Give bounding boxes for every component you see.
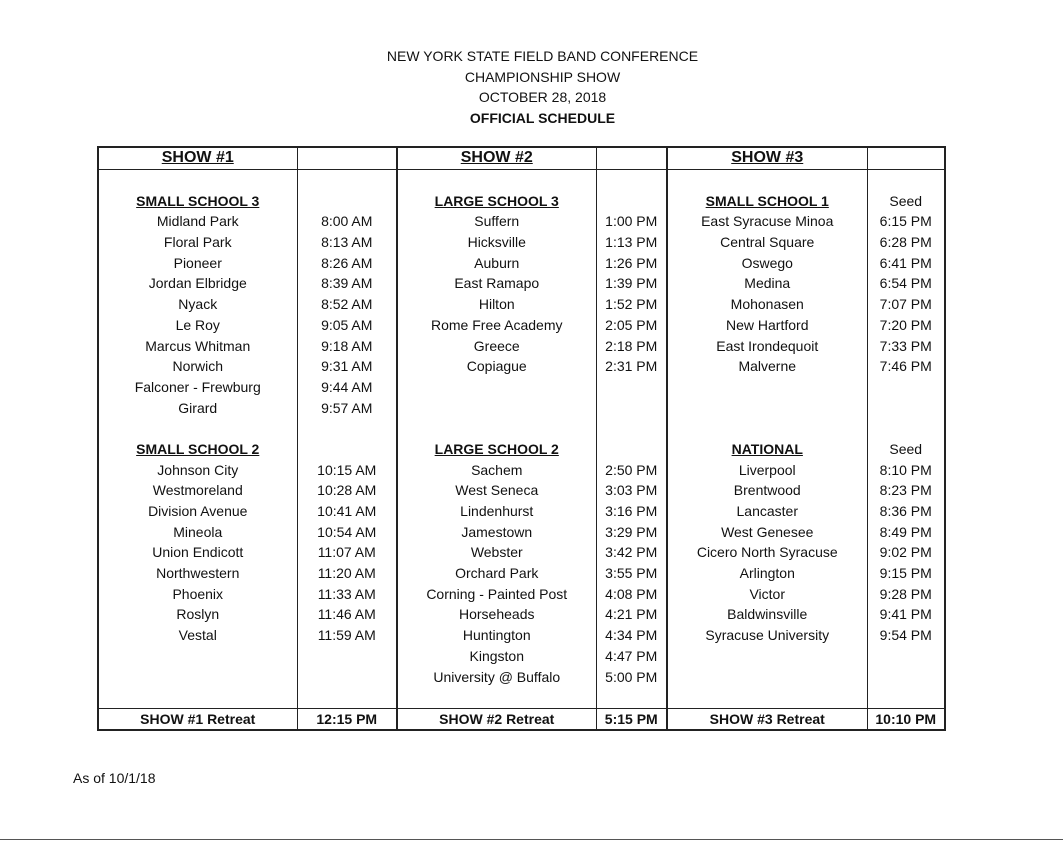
document-header <box>0 46 1063 128</box>
band-name: Hicksville <box>397 232 596 253</box>
band-name: Northwestern <box>98 563 297 584</box>
seed-heading <box>596 190 667 211</box>
group-heading: SMALL SCHOOL 3 <box>98 190 297 211</box>
performance-time: 8:39 AM <box>297 273 397 294</box>
band-name: Norwich <box>98 356 297 377</box>
performance-time: 8:52 AM <box>297 294 397 315</box>
band-name: Auburn <box>397 252 596 273</box>
band-name: Brentwood <box>667 480 867 501</box>
empty-cell <box>867 666 945 687</box>
retreat-label: SHOW #2 Retreat <box>397 708 596 730</box>
band-name: Victor <box>667 583 867 604</box>
table-row <box>98 625 945 646</box>
performance-time: 3:16 PM <box>596 501 667 522</box>
performance-time: 7:33 PM <box>867 335 945 356</box>
performance-time: 11:20 AM <box>297 563 397 584</box>
seed-heading <box>297 439 397 460</box>
empty-cell <box>397 377 596 398</box>
retreat-time: 10:10 PM <box>867 708 945 730</box>
band-name: East Irondequoit <box>667 335 867 356</box>
performance-time: 7:20 PM <box>867 315 945 336</box>
band-name: East Ramapo <box>397 273 596 294</box>
group-row <box>98 190 945 211</box>
band-name: Syracuse University <box>667 625 867 646</box>
empty-cell <box>297 418 397 439</box>
group-heading: NATIONAL <box>667 439 867 460</box>
performance-time: 8:00 AM <box>297 211 397 232</box>
performance-time: 8:36 PM <box>867 501 945 522</box>
performance-time: 1:00 PM <box>596 211 667 232</box>
show-title: SHOW #3 <box>667 147 867 169</box>
performance-time: 1:13 PM <box>596 232 667 253</box>
performance-time: 8:26 AM <box>297 252 397 273</box>
performance-time: 7:46 PM <box>867 356 945 377</box>
empty-cell <box>667 646 867 667</box>
seed-heading <box>297 190 397 211</box>
table-row <box>98 501 945 522</box>
band-name: Girard <box>98 397 297 418</box>
empty-cell <box>867 418 945 439</box>
table-row <box>98 252 945 273</box>
performance-time: 1:39 PM <box>596 273 667 294</box>
band-name: Orchard Park <box>397 563 596 584</box>
band-name: Oswego <box>667 252 867 273</box>
table-row <box>98 397 945 418</box>
show-title: SHOW #1 <box>98 147 297 169</box>
performance-time: 2:31 PM <box>596 356 667 377</box>
performance-time: 2:50 PM <box>596 459 667 480</box>
empty-cell <box>867 397 945 418</box>
empty-cell <box>867 169 945 190</box>
performance-time: 9:28 PM <box>867 583 945 604</box>
band-name: Floral Park <box>98 232 297 253</box>
performance-time: 2:05 PM <box>596 315 667 336</box>
band-name: Medina <box>667 273 867 294</box>
title-row <box>98 147 945 169</box>
empty-cell <box>667 666 867 687</box>
performance-time: 9:57 AM <box>297 397 397 418</box>
retreat-label: SHOW #1 Retreat <box>98 708 297 730</box>
performance-time: 3:55 PM <box>596 563 667 584</box>
group-heading: SMALL SCHOOL 1 <box>667 190 867 211</box>
band-name: Greece <box>397 335 596 356</box>
performance-time: 3:29 PM <box>596 521 667 542</box>
empty-cell <box>397 687 596 708</box>
band-name: Vestal <box>98 625 297 646</box>
band-name: Phoenix <box>98 583 297 604</box>
retreat-label: SHOW #3 Retreat <box>667 708 867 730</box>
performance-time: 4:08 PM <box>596 583 667 604</box>
blank-row <box>98 687 945 708</box>
performance-time: 9:15 PM <box>867 563 945 584</box>
performance-time: 8:49 PM <box>867 521 945 542</box>
table-row <box>98 273 945 294</box>
table-row <box>98 459 945 480</box>
band-name: Kingston <box>397 646 596 667</box>
empty-cell <box>867 687 945 708</box>
band-name: Cicero North Syracuse <box>667 542 867 563</box>
band-name: East Syracuse Minoa <box>667 211 867 232</box>
band-name: Le Roy <box>98 315 297 336</box>
performance-time: 10:15 AM <box>297 459 397 480</box>
performance-time: 6:15 PM <box>867 211 945 232</box>
band-name: Sachem <box>397 459 596 480</box>
band-name: Pioneer <box>98 252 297 273</box>
performance-time: 4:21 PM <box>596 604 667 625</box>
empty-cell <box>397 169 596 190</box>
performance-time: 6:41 PM <box>867 252 945 273</box>
band-name: Nyack <box>98 294 297 315</box>
band-name: Midland Park <box>98 211 297 232</box>
band-name: Roslyn <box>98 604 297 625</box>
table-row <box>98 335 945 356</box>
empty-cell <box>98 418 297 439</box>
band-name: Malverne <box>667 356 867 377</box>
band-name: Westmoreland <box>98 480 297 501</box>
schedule-table <box>97 146 946 731</box>
table-row <box>98 666 945 687</box>
table-row <box>98 542 945 563</box>
table-row <box>98 646 945 667</box>
group-heading: LARGE SCHOOL 3 <box>397 190 596 211</box>
show-title: SHOW #2 <box>397 147 596 169</box>
band-name: Arlington <box>667 563 867 584</box>
as-of-date: As of 10/1/18 <box>73 770 156 786</box>
performance-time: 6:54 PM <box>867 273 945 294</box>
performance-time: 9:41 PM <box>867 604 945 625</box>
table-row <box>98 604 945 625</box>
table-row <box>98 377 945 398</box>
performance-time: 2:18 PM <box>596 335 667 356</box>
band-name: Jamestown <box>397 521 596 542</box>
performance-time: 9:44 AM <box>297 377 397 398</box>
empty-cell <box>596 687 667 708</box>
band-name: New Hartford <box>667 315 867 336</box>
table-row <box>98 232 945 253</box>
table-row <box>98 480 945 501</box>
empty-cell <box>596 397 667 418</box>
performance-time: 9:31 AM <box>297 356 397 377</box>
band-name: Hilton <box>397 294 596 315</box>
table-row <box>98 356 945 377</box>
empty-cell <box>98 646 297 667</box>
schedule-title: OFFICIAL SCHEDULE <box>469 109 616 126</box>
performance-time: 3:03 PM <box>596 480 667 501</box>
performance-time: 9:54 PM <box>867 625 945 646</box>
band-name: Johnson City <box>98 459 297 480</box>
empty-cell <box>98 169 297 190</box>
table-row <box>98 563 945 584</box>
band-name: Horseheads <box>397 604 596 625</box>
performance-time: 10:54 AM <box>297 521 397 542</box>
performance-time: 3:42 PM <box>596 542 667 563</box>
page-edge-divider <box>0 839 1063 840</box>
empty-cell <box>297 169 397 190</box>
band-name: Jordan Elbridge <box>98 273 297 294</box>
empty-cell <box>667 687 867 708</box>
table-row <box>98 315 945 336</box>
band-name: Rome Free Academy <box>397 315 596 336</box>
event-date: OCTOBER 28, 2018 <box>478 89 607 105</box>
group-row <box>98 439 945 460</box>
empty-cell <box>667 377 867 398</box>
empty-cell <box>397 418 596 439</box>
band-name: Lancaster <box>667 501 867 522</box>
performance-time: 1:52 PM <box>596 294 667 315</box>
table-row <box>98 521 945 542</box>
performance-time: 4:34 PM <box>596 625 667 646</box>
performance-time: 11:33 AM <box>297 583 397 604</box>
performance-time: 11:07 AM <box>297 542 397 563</box>
band-name: Corning - Painted Post <box>397 583 596 604</box>
empty-cell <box>596 147 667 169</box>
retreat-time: 12:15 PM <box>297 708 397 730</box>
empty-cell <box>98 666 297 687</box>
performance-time: 10:41 AM <box>297 501 397 522</box>
performance-time: 8:13 AM <box>297 232 397 253</box>
performance-time: 7:07 PM <box>867 294 945 315</box>
band-name: University @ Buffalo <box>397 666 596 687</box>
empty-cell <box>297 147 397 169</box>
table-row <box>98 294 945 315</box>
band-name: Union Endicott <box>98 542 297 563</box>
empty-cell <box>297 646 397 667</box>
band-name: Mohonasen <box>667 294 867 315</box>
band-name: Baldwinsville <box>667 604 867 625</box>
band-name: Lindenhurst <box>397 501 596 522</box>
band-name: Mineola <box>98 521 297 542</box>
empty-cell <box>98 687 297 708</box>
empty-cell <box>397 397 596 418</box>
conference-title: NEW YORK STATE FIELD BAND CONFERENCE <box>386 48 699 64</box>
empty-cell <box>667 418 867 439</box>
band-name: Huntington <box>397 625 596 646</box>
band-name: West Seneca <box>397 480 596 501</box>
empty-cell <box>867 377 945 398</box>
empty-cell <box>297 666 397 687</box>
retreat-time: 5:15 PM <box>596 708 667 730</box>
table-row <box>98 583 945 604</box>
performance-time: 1:26 PM <box>596 252 667 273</box>
band-name: Webster <box>397 542 596 563</box>
band-name: Marcus Whitman <box>98 335 297 356</box>
band-name: Central Square <box>667 232 867 253</box>
performance-time: 11:59 AM <box>297 625 397 646</box>
performance-time: 9:18 AM <box>297 335 397 356</box>
table-row <box>98 211 945 232</box>
seed-heading: Seed <box>867 190 945 211</box>
performance-time: 9:05 AM <box>297 315 397 336</box>
event-title: CHAMPIONSHIP SHOW <box>464 68 621 85</box>
performance-time: 4:47 PM <box>596 646 667 667</box>
retreat-row <box>98 708 945 730</box>
empty-cell <box>596 418 667 439</box>
performance-time: 8:23 PM <box>867 480 945 501</box>
band-name: Copiague <box>397 356 596 377</box>
empty-cell <box>297 687 397 708</box>
group-heading: LARGE SCHOOL 2 <box>397 439 596 460</box>
empty-cell <box>867 646 945 667</box>
empty-cell <box>596 169 667 190</box>
band-name: Division Avenue <box>98 501 297 522</box>
band-name: Suffern <box>397 211 596 232</box>
band-name: West Genesee <box>667 521 867 542</box>
performance-time: 6:28 PM <box>867 232 945 253</box>
seed-heading <box>596 439 667 460</box>
empty-cell <box>596 377 667 398</box>
blank-row <box>98 169 945 190</box>
blank-row <box>98 418 945 439</box>
group-heading: SMALL SCHOOL 2 <box>98 439 297 460</box>
empty-cell <box>867 147 945 169</box>
performance-time: 8:10 PM <box>867 459 945 480</box>
performance-time: 11:46 AM <box>297 604 397 625</box>
performance-time: 9:02 PM <box>867 542 945 563</box>
band-name: Falconer - Frewburg <box>98 377 297 398</box>
seed-heading: Seed <box>867 439 945 460</box>
band-name: Liverpool <box>667 459 867 480</box>
performance-time: 10:28 AM <box>297 480 397 501</box>
empty-cell <box>667 397 867 418</box>
empty-cell <box>667 169 867 190</box>
performance-time: 5:00 PM <box>596 666 667 687</box>
